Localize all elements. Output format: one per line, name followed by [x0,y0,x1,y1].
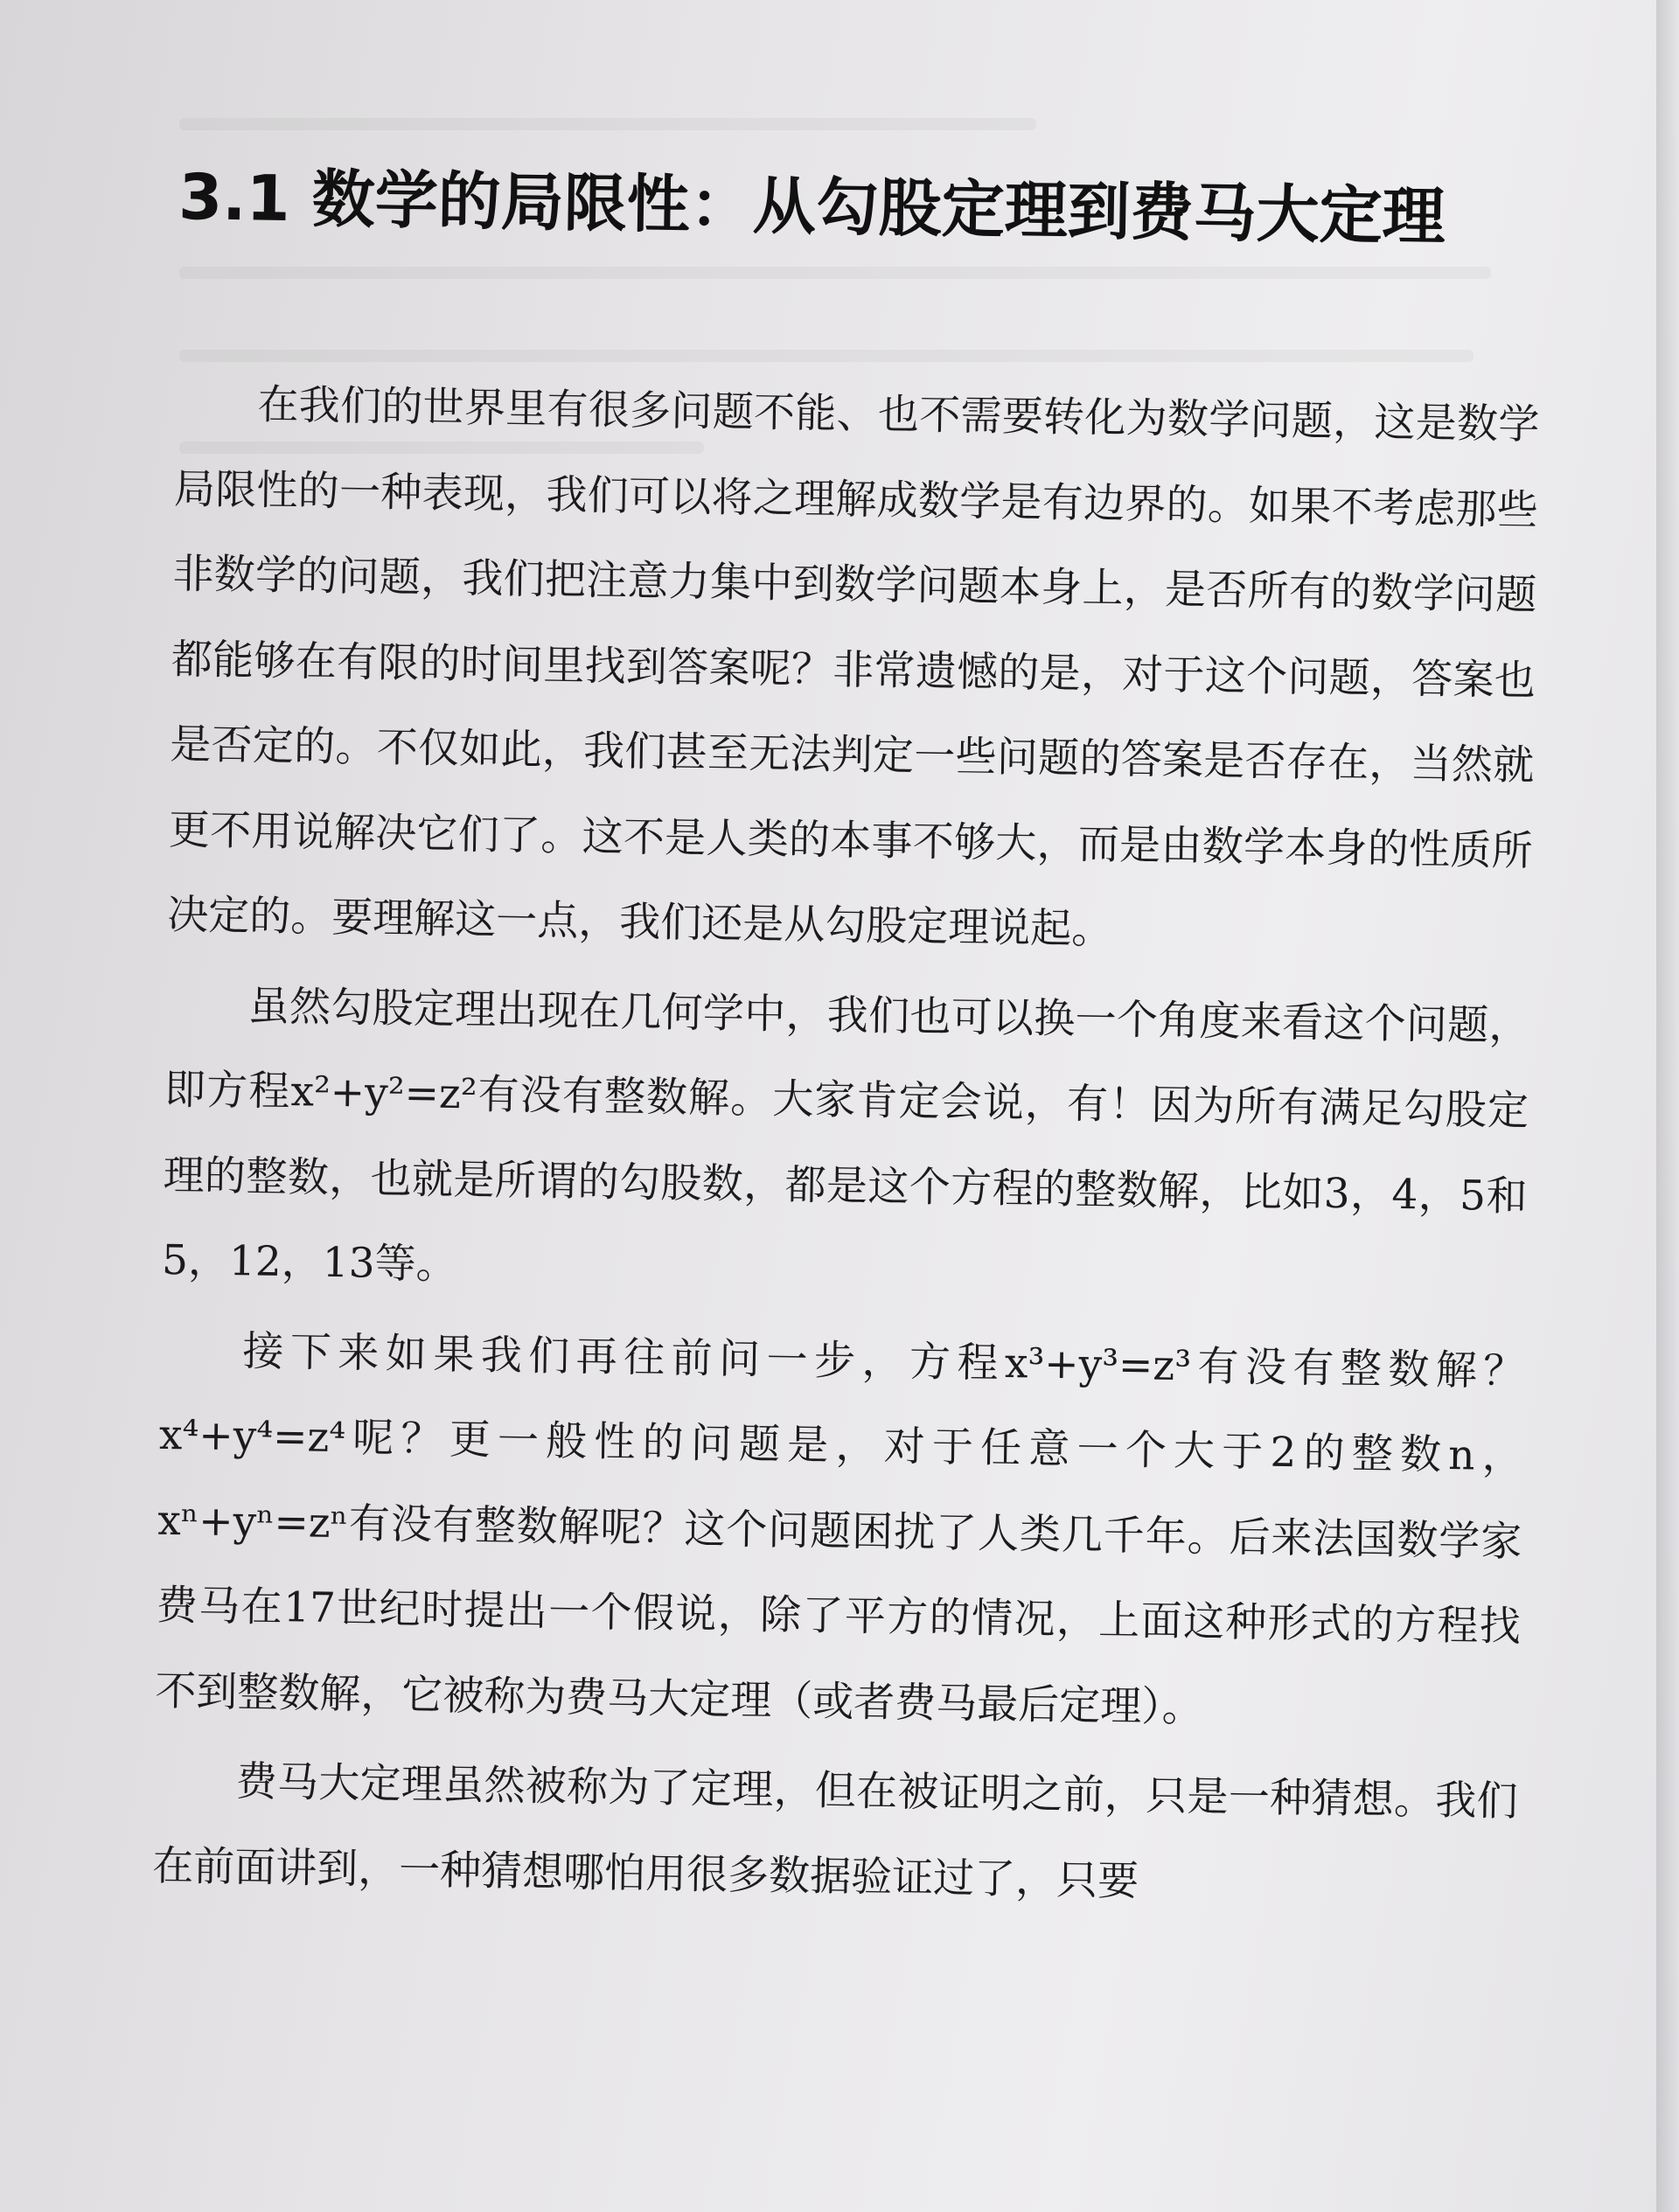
page-content [151,153,1543,1934]
paragraph-3: 接下来如果我们再往前问一步，方程x³+y³=z³有没有整数解？x⁴+y⁴=z⁴呢？更一般性的问题是，对于任意一个大于2的整数n，xⁿ+yⁿ=zⁿ有没有整数解呢？这个问题困扰了人类几千年。后来法国数学家费马在17世纪时提出一个假说，除了平方的情况，上面这种形式的方程找不到整数解，它被称为费马大定理（或者费马最后定理）。 [154,1326,1525,1732]
paragraph-2: 虽然勾股定理出现在几何学中，我们也可以换一个角度来看这个问题，即方程x²+y²=z²有没有整数解。大家肯定会说，有！因为所有满足勾股定理的整数，也就是所谓的勾股数，都是这个方程的整数解，比如3，4，5和5，12，13等。 [161,981,1530,1290]
show-through-line [179,118,1036,130]
section-heading: 3.1 数学的局限性：从勾股定理到费马大定理 [178,159,1446,254]
paragraph-4: 费马大定理虽然被称为了定理，但在被证明之前，只是一种猜想。我们在前面讲到，一种猜想哪怕用很多数据验证过了，只要 [151,1757,1519,1905]
page-edge [1656,0,1679,2212]
paragraph-1: 在我们的世界里有很多问题不能、也不需要转化为数学问题，这是数学局限性的一种表现，我们可以将之理解成数学是有边界的。如果不考虑那些非数学的问题，我们把注意力集中到数学问题本身上，是否所有的数学问题都能够在有限的时间里找到答案呢？非常遗憾的是，对于这个问题，答案也是否定的。不仅如此，我们甚至无法判定一些问题的答案是否存在，当然就更不用说解决它们了。这不是人类的本事不够大，而是由数学本身的性质所决定的。要理解这一点，我们还是从勾股定理说起。 [166,380,1540,954]
